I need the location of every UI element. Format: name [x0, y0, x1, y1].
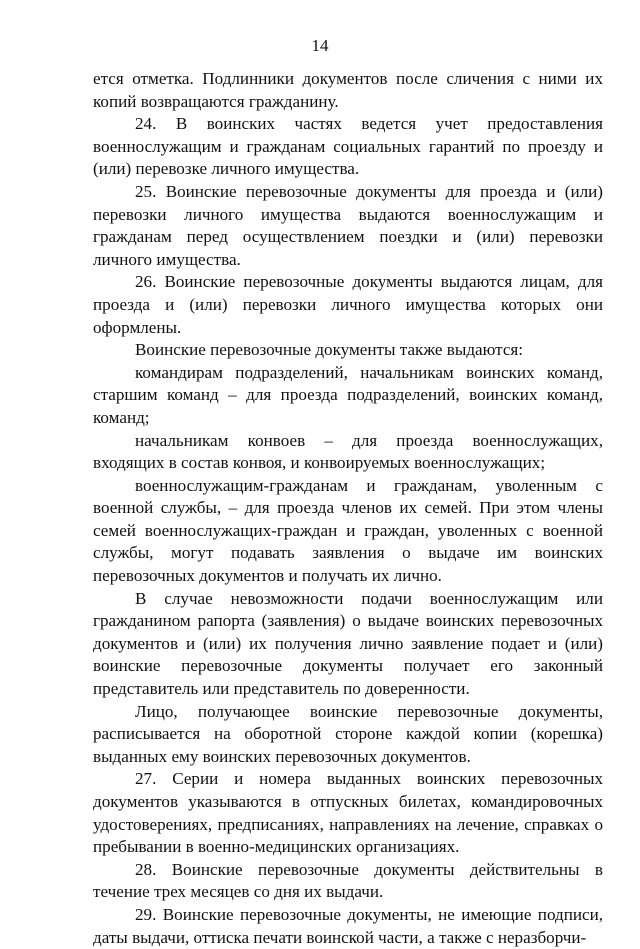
body-text	[93, 68, 603, 949]
paragraph: Лицо, получающее воинские перевозочные документы, расписывается на оборотной стороне каждой копии (корешка) выданных ему воинских перевозочных документов.	[93, 701, 603, 766]
paragraph: 25. Воинские перевозочные документы для проезда и (или) перевозки личного имущества выдаются военнослужащим и гражданам перед осуществлением поездки и (или) перевозки личного имущества.	[93, 181, 603, 269]
paragraph: 29. Воинские перевозочные документы, не имеющие подписи, даты выдачи, оттиска печати воинской части, а также с неразборчи-	[93, 904, 603, 947]
paragraph: начальникам конвоев – для проезда военнослужащих, входящих в состав конвоя, и конвоируемых военнослужащих;	[93, 430, 603, 473]
paragraph: В случае невозможности подачи военнослужащим или гражданином рапорта (заявления) о выдаче воинских перевозочных документов и (или) их получения лично заявление подает и (или) воинские перевозочные документы получает его законный представитель или представитель по доверенности.	[93, 588, 603, 699]
paragraph: 28. Воинские перевозочные документы действительны в течение трех месяцев со дня их выдачи.	[93, 859, 603, 902]
paragraph: Воинские перевозочные документы также выдаются:	[135, 340, 524, 360]
paragraph: 26. Воинские перевозочные документы выдаются лицам, для проезда и (или) перевозки личного имущества которых они оформлены.	[93, 272, 603, 337]
paragraph: ется отметка. Подлинники документов после сличения с ними их копий возвращаются гражданину.	[93, 69, 603, 111]
paragraph: 27. Серии и номера выданных воинских перевозочных документов указываются в отпускных билетах, командировочных удостоверениях, предписаниях, направлениях на лечение, справках о пребывании в военно-медицинских организациях.	[93, 769, 603, 857]
paragraph: 24. В воинских частях ведется учет предоставления военнослужащим и гражданам социальных гарантий по проезду и (или) перевозке личного имущества.	[93, 114, 603, 179]
paragraph: командирам подразделений, начальникам воинских команд, старшим команд – для проезда подразделений, воинских команд, команд;	[93, 362, 603, 427]
paragraph: военнослужащим-гражданам и гражданам, уволенным с военной службы, – для проезда членов их семей. При этом члены семей военнослужащих-граждан и граждан, уволенных с военной службы, могут подавать заявления о выдаче им воинских перевозочных документов и получать их лично.	[93, 475, 603, 586]
page-number: 14	[311, 36, 329, 55]
